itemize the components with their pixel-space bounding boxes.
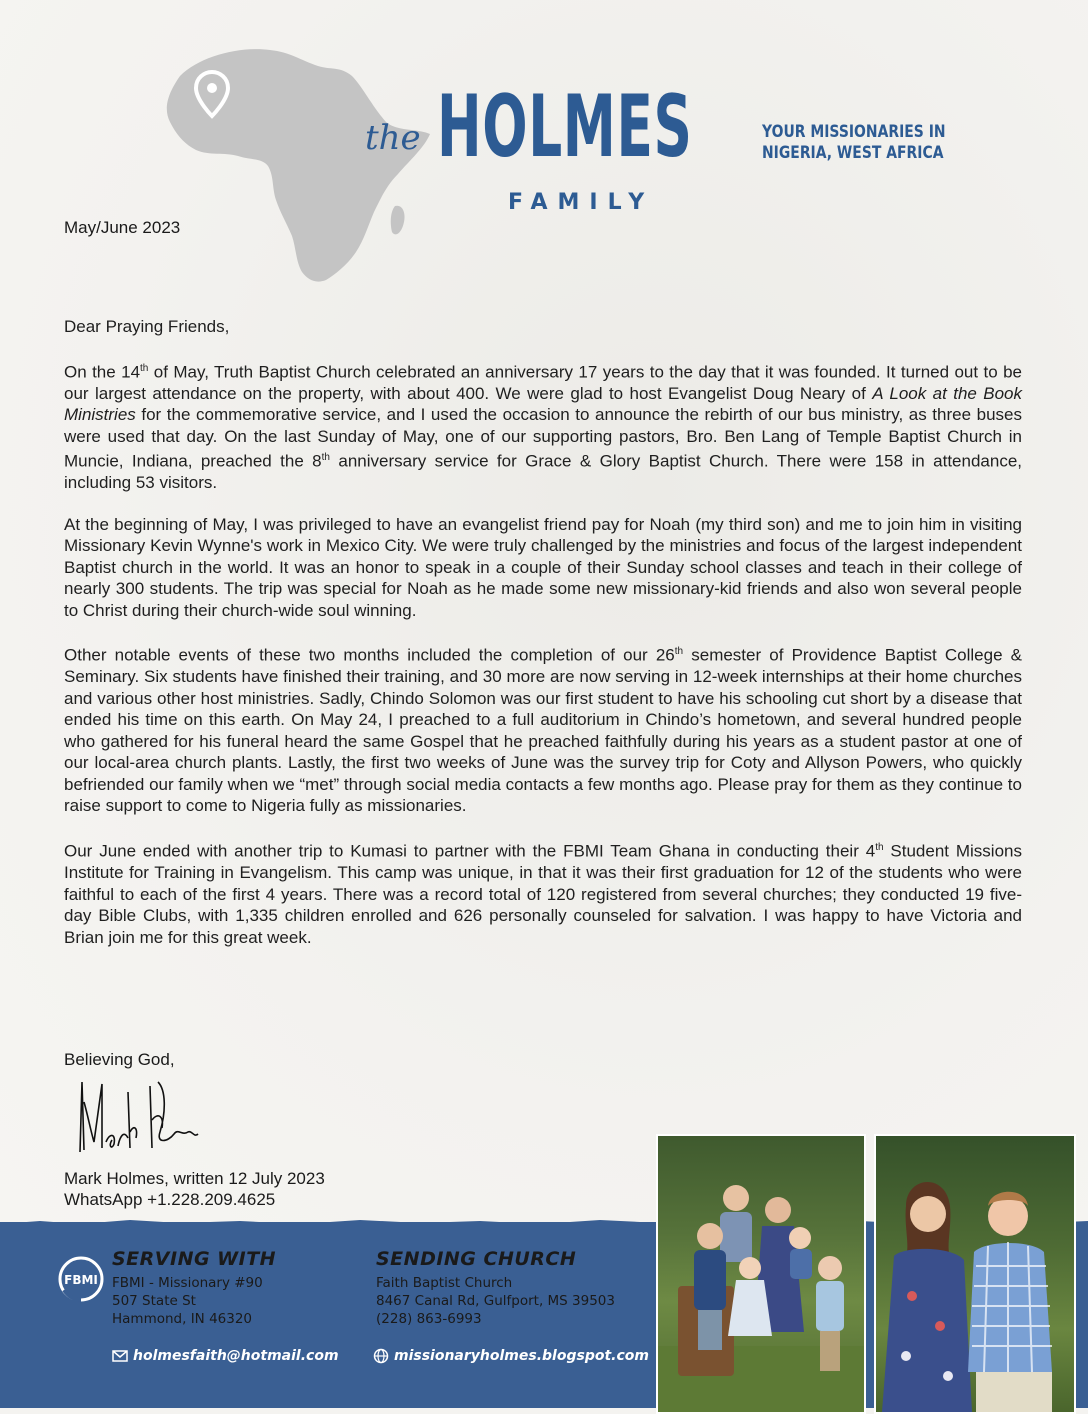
family-photo-figures: [658, 1136, 864, 1412]
email-text: holmesfaith@hotmail.com: [133, 1348, 339, 1364]
family-photo: [656, 1134, 866, 1414]
signature: [72, 1072, 202, 1162]
serving-with-block: [112, 1248, 276, 1328]
letter-date: May/June 2023: [64, 218, 181, 237]
closing: Believing God,: [64, 1050, 175, 1069]
greeting: Dear Praying Friends,: [64, 317, 230, 336]
blog-link[interactable]: [373, 1348, 649, 1364]
tagline: [762, 122, 946, 164]
sending-line1: Faith Baptist Church: [376, 1275, 513, 1291]
signoff: [64, 1168, 325, 1210]
paragraph-4: Our June ended with another trip to Kumasi to partner with the FBMI Team Ghana in conducting their 4th Student Missions Institute for Training in Evangelism. This camp was unique, in that it was their first graduation for 12 of the students who were faithful to each of the first 4 years. There was a record total of 120 registered from several churches; they conducted 19 five-day Bible Clubs, with 1,335 children enrolled and 626 personally counseled for salvation. I was happy to have Victoria and Brian join me for this great week.: [64, 841, 1022, 947]
serving-line2: 507 State St: [112, 1293, 196, 1309]
serving-line3: Hammond, IN 46320: [112, 1311, 253, 1327]
fbmi-logo-text: FBMI: [64, 1273, 98, 1287]
letter-body: [64, 316, 1022, 968]
signoff-whatsapp: WhatsApp +1.228.209.4625: [64, 1190, 276, 1209]
signoff-name: Mark Holmes, written 12 July 2023: [64, 1169, 325, 1188]
couple-photo: [874, 1134, 1076, 1414]
sending-heading: SENDING CHURCH: [376, 1248, 577, 1270]
serving-heading: SERVING WITH: [112, 1248, 277, 1270]
logo-the: the: [365, 118, 421, 158]
paragraph-2: At the beginning of May, I was privileged to have an evangelist friend pay for Noah (my third son) and me to join him in visiting Missionary Kevin Wynne's work in Mexico City. We were truly challenged by the ministries and focus of the largest independent Baptist church in the world. It was an honor to speak in a couple of their Sunday school classes and teach in their college of nearly 300 students. The trip was special for Noah as he made some new missionary-kid friends and also won several people to Christ during their church-wide soul winning.: [64, 514, 1022, 620]
blog-text: missionaryholmes.blogspot.com: [394, 1348, 649, 1364]
couple-photo-figures: [876, 1136, 1074, 1412]
sending-church-block: [376, 1248, 615, 1328]
sending-line3: (228) 863-6993: [376, 1311, 482, 1327]
logo-holmes: HOLMES: [437, 77, 693, 177]
paragraph-3: Other notable events of these two months included the completion of our 26th semester of Providence Baptist College & Seminary. Six students have finished their training, and 30 more are now serving in 12-week internships at their home churches and various other host ministries. Sadly, Chindo Solomon was our first student to have his schooling cut short by a disease that ended his time on this earth. On May 24, I preached to a full auditorium in Chindo’s hometown, and several hundred people who gathered for his funeral heard the same Gospel that he preached faithfully during his years as a student pastor at one of our local-area church plants. Lastly, the first two weeks of June was the survey trip for Coty and Allyson Powers, who quickly befriended our family when we “met” through social media contacts a few months ago. Please pray for them as they continue to raise support to come to Nigeria fully as missionaries.: [64, 645, 1022, 816]
fbmi-logo-icon: [58, 1256, 104, 1302]
serving-line1: FBMI - Missionary #90: [112, 1275, 263, 1291]
africa-map-icon: [140, 36, 440, 286]
globe-icon: [373, 1348, 389, 1364]
paragraph-1: On the 14th of May, Truth Baptist Church celebrated an anniversary 17 years to the day that it was founded. It turned out to be our largest attendance on the property, with about 400. We were glad to host Evangelist Doug Neary of A Look at the Book Ministries for the commemorative service, and I used the occasion to announce the rebirth of our bus ministry, as three buses were used that day. On the last Sunday of May, one of our supporting pastors, Bro. Ben Lang of Temple Baptist Church in Muncie, Indiana, preached the 8th anniversary service for Grace & Glory Baptist Church. There were 158 in attendance, including 53 visitors.: [64, 362, 1022, 493]
logo-family: FAMILY: [508, 190, 655, 215]
envelope-icon: [112, 1348, 128, 1364]
sending-line2: 8467 Canal Rd, Gulfport, MS 39503: [376, 1293, 615, 1309]
tagline-line1: YOUR MISSIONARIES IN: [762, 122, 946, 142]
email-link[interactable]: [112, 1348, 339, 1364]
tagline-line2: NIGERIA, WEST AFRICA: [762, 143, 944, 163]
letterhead: [0, 0, 1088, 290]
